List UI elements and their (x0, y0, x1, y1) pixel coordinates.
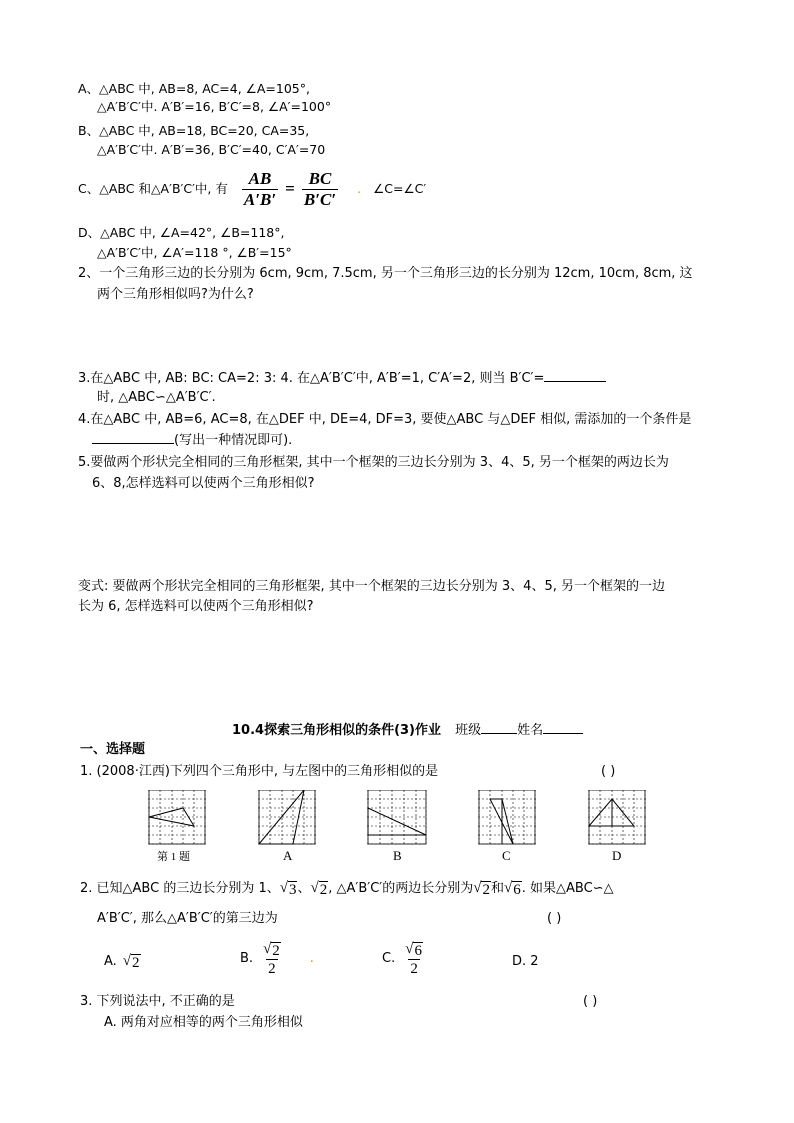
hw-q2-line1 (80, 879, 614, 898)
class-label: 班级 (455, 723, 482, 738)
sqrt-arg: 6 (414, 943, 422, 959)
fraction-sqrt6-over-2: √ 6 2 (405, 941, 422, 977)
hw-q2-option-d: D. 2 (512, 954, 539, 969)
hw-q2-paren: ( ) (547, 911, 562, 926)
q4-line1: 4.在△ABC 中, AB=6, AC=8, 在△DEF 中, DE=4, DF=3, 要使△ABC 与△DEF 相似, 需添加的一个条件是 (78, 412, 692, 427)
figure-label-d: D (612, 848, 622, 863)
hw-q2-text-a: 2. 已知△ABC 的三边长分别为 1、 (80, 880, 280, 896)
q1-option-c-suffix: ∠C=∠C′ (373, 181, 427, 196)
q1-option-a-line1: A、△ABC 中, AB=8, AC=4, ∠A=105°, (78, 81, 310, 96)
hw-q2-line2: A′B′C′, 那么△A′B′C′的第三边为 (97, 911, 278, 926)
sqrt-arg: 6 (513, 882, 521, 898)
homework-header (232, 722, 583, 740)
decorative-dot: . (309, 951, 314, 966)
q4-line2 (92, 432, 292, 450)
fraction-ab-over-a1b1 (242, 169, 278, 210)
frac-denominator: B′C′ (303, 189, 337, 209)
q4-answer-blank[interactable] (92, 443, 174, 444)
name-label: 姓名 (517, 723, 544, 738)
sqrt-2: √ 2 (310, 880, 328, 898)
hw-q1-paren: ( ) (601, 764, 616, 779)
equals-sign: = (285, 179, 295, 198)
q1-option-c-prefix: C、△ABC 和△A′B′C′中, 有 (78, 181, 228, 196)
hw-q2-option-a (104, 952, 141, 971)
figure-option-b (367, 790, 429, 846)
name-blank[interactable] (543, 733, 583, 734)
sqrt-3: √ 3 (279, 880, 297, 898)
figure-option-a (258, 790, 318, 846)
decorative-dot: . (357, 181, 362, 196)
sqrt-2b: √ 2 (473, 880, 490, 898)
sqrt-arg: 2 (482, 882, 490, 898)
figure-option-d (588, 790, 648, 846)
sqrt-arg: 2 (319, 882, 328, 898)
sqrt-6: √ 6 (503, 880, 521, 898)
q1-option-c (78, 168, 426, 210)
q3-line1 (78, 370, 606, 388)
q1-option-d-line1: D、△ABC 中, ∠A=42°, ∠B=118°, (78, 225, 285, 240)
hw-q1: 1. (2008·江西)下列四个三角形中, 与左图中的三角形相似的是 (80, 764, 439, 779)
q2-line2: 两个三角形相似吗?为什么? (97, 287, 254, 302)
sqrt-2-option: √ 2 (122, 953, 140, 971)
frac-denominator: 2 (268, 961, 276, 977)
q4-text: (写出一种情况即可). (174, 433, 293, 448)
hw-q3: 3. 下列说法中, 不正确的是 (80, 994, 235, 1009)
q5-line2: 6、8,怎样选料可以使两个三角形相似? (92, 476, 315, 491)
hw-q2-option-c (382, 940, 428, 978)
figure-label-a: A (283, 848, 293, 863)
q1-option-a-line2: △A′B′C′中. A′B′=16, B′C′=8, ∠A′=100° (97, 99, 332, 114)
variant-line2: 长为 6, 怎样选料可以使两个三角形相似? (78, 599, 314, 614)
figure-reference-triangle (148, 790, 208, 846)
q1-option-b-line1: B、△ABC 中, AB=18, BC=20, CA=35, (78, 123, 310, 138)
hw-q3-paren: ( ) (583, 994, 598, 1009)
q3-line2: 时, △ABC∽△A′B′C′. (97, 390, 216, 405)
sqrt-arg: 2 (132, 955, 140, 971)
sqrt-arg: 2 (272, 943, 280, 959)
option-label: B. (240, 951, 254, 966)
variant-line1: 变式: 要做两个形状完全相同的三角形框架, 其中一个框架的三边长分别为 3、4、5, 另一个框架的一边 (78, 579, 665, 594)
q2-line1: 2、一个三角形三边的长分别为 6cm, 9cm, 7.5cm, 另一个三角形三边的长分别为 12cm, 10cm, 8cm, 这 (78, 266, 693, 281)
figure-label-c: C (502, 848, 511, 863)
q3-text: 3.在△ABC 中, AB: BC: CA=2: 3: 4. 在△A′B′C′中, A′B′=1, C′A′=2, 则当 B′C′= (78, 371, 545, 386)
frac-numerator: BC (308, 168, 332, 188)
hw-q2-text-c: . 如果△ABC∽△ (521, 880, 614, 896)
figure-option-c (478, 790, 538, 846)
class-blank[interactable] (481, 733, 517, 734)
conjunction: 和 (490, 880, 504, 896)
hw-q2-option-b (240, 940, 314, 978)
frac-denominator: A′B′ (243, 189, 277, 209)
separator: 、 (297, 880, 311, 896)
hw-q2-text-b: , △A′B′C′的两边长分别为 (328, 880, 474, 896)
section-heading: 一、选择题 (80, 742, 146, 757)
option-label: C. (382, 951, 396, 966)
fraction-bc-over-b1c1 (302, 169, 338, 210)
frac-denominator: 2 (410, 961, 418, 977)
sqrt-arg: 3 (288, 882, 297, 898)
homework-title: 10.4探索三角形相似的条件(3)作业 (232, 723, 442, 738)
option-label: A. (104, 953, 117, 969)
fraction-sqrt2-over-2: √ 2 2 (263, 941, 280, 977)
figure-label-reference: 第 1 题 (157, 851, 190, 863)
q1-option-d-line2: △A′B′C′中, ∠A′=118 °, ∠B′=15° (97, 245, 292, 260)
q1-option-b-line2: △A′B′C′中. A′B′=36, B′C′=40, C′A′=70 (97, 142, 326, 157)
figure-label-b: B (393, 848, 402, 863)
hw-q3-option-a: A. 两角对应相等的两个三角形相似 (104, 1015, 303, 1030)
q5-line1: 5.要做两个形状完全相同的三角形框架, 其中一个框架的三边长分别为 3、4、5, 另一个框架的两边长为 (78, 455, 669, 470)
frac-numerator: AB (248, 168, 272, 188)
q3-answer-blank[interactable] (544, 381, 606, 382)
